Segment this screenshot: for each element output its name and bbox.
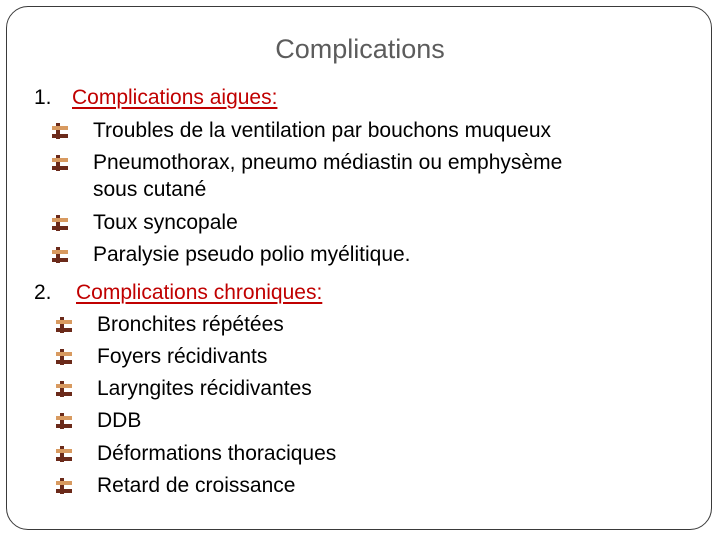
list-item: Bronchites répétées: [97, 313, 284, 336]
section-1-heading: [34, 85, 277, 111]
list-item: Toux syncopale: [93, 211, 238, 234]
list-item: Laryngites récidivantes: [97, 377, 312, 400]
section-2-number: 2.: [34, 281, 52, 304]
ribbon-bullet-icon: [56, 413, 72, 429]
ribbon-bullet-icon: [56, 381, 72, 397]
ribbon-bullet-icon: [52, 123, 68, 139]
ribbon-bullet-icon: [52, 155, 68, 171]
list-item: Pneumothorax, pneumo médiastin ou emphysème: [93, 151, 563, 174]
list-item: Retard de croissance: [97, 474, 296, 497]
ribbon-bullet-icon: [56, 317, 72, 333]
ribbon-bullet-icon: [56, 349, 72, 365]
section-1-title: Complications aigues:: [72, 86, 278, 109]
list-item-continuation: sous cutané: [93, 178, 207, 201]
list-item: Paralysie pseudo polio myélitique.: [93, 243, 411, 266]
ribbon-bullet-icon: [52, 215, 68, 231]
ribbon-bullet-icon: [52, 247, 68, 263]
ribbon-bullet-icon: [56, 446, 72, 462]
ribbon-bullet-icon: [56, 478, 72, 494]
slide-title: Complications: [275, 34, 445, 64]
section-2-heading: [34, 280, 322, 306]
list-item: Foyers récidivants: [97, 345, 268, 368]
section-1-number: 1.: [34, 86, 52, 109]
list-item: Déformations thoraciques: [97, 442, 337, 465]
list-item: Troubles de la ventilation par bouchons muqueux: [93, 119, 552, 142]
list-item: DDB: [97, 409, 142, 432]
section-2-title: Complications chroniques:: [76, 281, 323, 304]
